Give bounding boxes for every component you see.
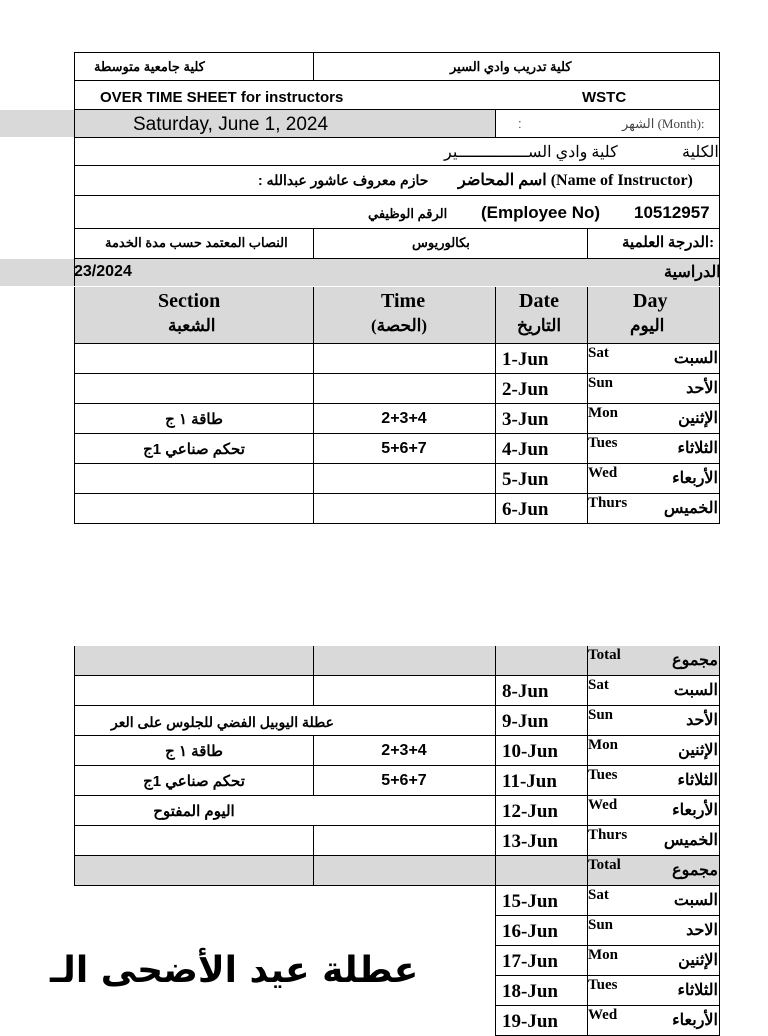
row-line xyxy=(74,825,720,826)
col-line xyxy=(74,856,75,886)
col-line xyxy=(74,766,75,796)
col-line xyxy=(74,796,75,826)
col-line xyxy=(74,404,75,434)
row-line xyxy=(74,735,720,736)
day-en-cell: Sat xyxy=(588,887,609,903)
col-line xyxy=(719,886,720,916)
date-cell: 10-Jun xyxy=(502,741,558,762)
row-line xyxy=(74,523,720,524)
col-line xyxy=(74,434,75,464)
day-ar-cell: الثلاثاء xyxy=(677,772,718,789)
day-en-cell: Tues xyxy=(588,977,618,993)
sheet-title: OVER TIME SHEET for instructors xyxy=(100,89,344,106)
col-line xyxy=(719,946,720,976)
day-en-cell: Wed xyxy=(588,465,618,481)
day-ar-cell: الأحد xyxy=(686,380,718,397)
row-line xyxy=(74,433,720,434)
col-line xyxy=(313,646,314,676)
date-cell: 11-Jun xyxy=(502,771,557,792)
col-line xyxy=(495,344,496,374)
col-line xyxy=(719,826,720,856)
day-heading: Day xyxy=(633,290,668,312)
employee-number: 10512957 xyxy=(634,203,710,222)
date-cell: 6-Jun xyxy=(502,499,549,520)
day-ar-cell: الإثنين xyxy=(678,742,718,759)
day-en-cell: Thurs xyxy=(588,827,628,843)
col-line xyxy=(313,374,314,404)
col-line xyxy=(719,404,720,434)
day-ar-cell: الأربعاء xyxy=(672,802,718,819)
day-ar-cell: مجموع xyxy=(672,862,718,879)
day-ar-cell: الخميس xyxy=(663,500,718,517)
day-ar-cell: الإثنين xyxy=(678,410,718,427)
day-ar-cell: الخميس xyxy=(663,832,718,849)
col-line xyxy=(74,826,75,856)
college-label: الكلية xyxy=(682,144,719,161)
col-line xyxy=(719,736,720,766)
col-line xyxy=(74,344,75,374)
day-ar-cell: الإثنين xyxy=(678,952,718,969)
degree-label: الدرجة العلمية: xyxy=(622,235,715,251)
col-line xyxy=(719,646,720,676)
quota-label: النصاب المعتمد حسب مدة الخدمة xyxy=(105,235,288,250)
col-line xyxy=(495,916,496,946)
row-line xyxy=(74,373,720,374)
date-cell: 5-Jun xyxy=(502,469,549,490)
section-cell: طاقة ١ ج xyxy=(165,743,223,760)
date-heading: Date xyxy=(519,290,559,312)
col-line xyxy=(495,374,496,404)
col-line xyxy=(495,766,496,796)
col-line xyxy=(74,736,75,766)
col-line xyxy=(313,464,314,494)
college-name-top: كلية تدريب وادي السير xyxy=(450,59,572,74)
col-line xyxy=(313,404,314,434)
day-en-cell: Mon xyxy=(588,947,618,963)
col-line xyxy=(313,736,314,766)
row-line xyxy=(74,765,720,766)
col-line xyxy=(495,976,496,1006)
row-line xyxy=(74,675,720,676)
instructor-name: : حازم معروف عاشور عبدالله xyxy=(258,172,429,188)
day-ar-cell: الأربعاء xyxy=(672,470,718,487)
section-heading: Section xyxy=(158,290,221,312)
college-code: WSTC xyxy=(582,89,627,106)
col-line xyxy=(495,946,496,976)
day-ar-cell: الثلاثاء xyxy=(677,982,718,999)
date-display: Saturday, June 1, 2024 xyxy=(133,114,329,135)
col-line xyxy=(495,494,496,524)
day-ar-cell: الاحد xyxy=(686,922,718,939)
col-line xyxy=(719,1006,720,1036)
day-en-cell: Wed xyxy=(588,1007,618,1023)
total-row-fill xyxy=(74,856,719,886)
col-line xyxy=(719,434,720,464)
day-en-cell: Tues xyxy=(588,767,618,783)
employee-label: (Employee No) xyxy=(481,203,601,222)
total-row-fill xyxy=(74,646,719,676)
month-colon: : xyxy=(518,116,522,131)
col-line xyxy=(74,464,75,494)
row-line xyxy=(495,915,720,916)
col-line xyxy=(719,796,720,826)
col-line xyxy=(313,856,314,886)
day-en-cell: Sat xyxy=(588,345,609,361)
row-line xyxy=(74,463,720,464)
col-line xyxy=(495,736,496,766)
date-cell: 3-Jun xyxy=(502,409,549,430)
row-line xyxy=(74,493,720,494)
col-line xyxy=(74,494,75,524)
col-line xyxy=(719,976,720,1006)
day-en-cell: Mon xyxy=(588,405,618,421)
day-en-cell: Sun xyxy=(588,917,614,933)
section-cell: اليوم المفتوح xyxy=(153,803,235,820)
day-en-cell: Sat xyxy=(588,677,609,693)
col-line xyxy=(495,464,496,494)
col-line xyxy=(495,856,496,886)
section-cell: تحكم صناعي 1ج xyxy=(143,441,245,458)
col-line xyxy=(313,494,314,524)
col-line xyxy=(495,706,496,736)
time-cell: 2+3+4 xyxy=(381,410,427,427)
col-line xyxy=(719,706,720,736)
col-line xyxy=(495,646,496,676)
col-line xyxy=(495,434,496,464)
col-line xyxy=(313,434,314,464)
date-cell: 12-Jun xyxy=(502,801,558,822)
col-line xyxy=(719,464,720,494)
instructor-label: اسم المحاضر (Name of Instructor) xyxy=(458,172,693,189)
day-en-cell: Sun xyxy=(588,707,614,723)
time-heading-ar: (الحصة) xyxy=(371,316,428,335)
col-line xyxy=(495,404,496,434)
row-line xyxy=(495,945,720,946)
date-cell: 19-Jun xyxy=(502,1011,558,1032)
day-ar-cell: السبت xyxy=(673,892,718,909)
col-line xyxy=(313,676,314,706)
row-line xyxy=(74,705,720,706)
col-line xyxy=(719,374,720,404)
day-en-cell: Total xyxy=(588,647,621,663)
day-en-cell: Total xyxy=(588,857,621,873)
date-cell: 15-Jun xyxy=(502,891,558,912)
day-ar-cell: الأربعاء xyxy=(672,1012,718,1029)
day-ar-cell: الثلاثاء xyxy=(677,440,718,457)
day-ar-cell: السبت xyxy=(673,682,718,699)
col-line xyxy=(313,826,314,856)
date-cell: 1-Jun xyxy=(502,349,549,370)
college-value: كلية وادي الســـــــــــــــير xyxy=(444,144,618,161)
date-cell: 17-Jun xyxy=(502,951,558,972)
day-ar-cell: الأحد xyxy=(686,712,718,729)
degree-value: بكالوريوس xyxy=(412,235,470,250)
row-line xyxy=(74,885,720,886)
col-line xyxy=(74,676,75,706)
employee-label-ar: الرقم الوظيفي xyxy=(368,206,448,221)
row-line xyxy=(74,403,720,404)
day-en-cell: Sun xyxy=(588,375,614,391)
date-cell: 2-Jun xyxy=(502,379,549,400)
col-line xyxy=(719,494,720,524)
date-cell: 13-Jun xyxy=(502,831,558,852)
time-heading: Time xyxy=(381,290,426,312)
row-line xyxy=(495,975,720,976)
row-line xyxy=(495,1005,720,1006)
month-label: الشهر (Month): xyxy=(622,116,705,131)
date-cell: 8-Jun xyxy=(502,681,549,702)
date-cell: 18-Jun xyxy=(502,981,558,1002)
col-line xyxy=(495,886,496,916)
col-line xyxy=(495,826,496,856)
day-en-cell: Wed xyxy=(588,797,618,813)
day-en-cell: Thurs xyxy=(588,495,628,511)
col-line xyxy=(495,796,496,826)
year-label: الدراسية xyxy=(664,264,721,281)
col-line xyxy=(313,344,314,374)
day-ar-cell: السبت xyxy=(673,350,718,367)
col-line xyxy=(719,676,720,706)
col-line xyxy=(719,344,720,374)
eid-holiday-note: عطلة عيد الأضحى الـ xyxy=(50,950,419,991)
section-cell: طاقة ١ ج xyxy=(165,411,223,428)
col-line xyxy=(313,766,314,796)
col-line xyxy=(719,856,720,886)
time-cell: 5+6+7 xyxy=(381,772,427,789)
community-college-label: كلية جامعية متوسطة xyxy=(94,59,205,74)
row-line xyxy=(74,795,720,796)
time-cell: 2+3+4 xyxy=(381,742,427,759)
date-cell: 9-Jun xyxy=(502,711,549,732)
date-cell: 4-Jun xyxy=(502,439,549,460)
day-en-cell: Tues xyxy=(588,435,618,451)
col-line xyxy=(719,766,720,796)
date-cell: 16-Jun xyxy=(502,921,558,942)
col-line xyxy=(495,676,496,706)
day-heading-ar: اليوم xyxy=(630,316,665,335)
time-cell: 5+6+7 xyxy=(381,440,427,457)
section-cell: تحكم صناعي 1ج xyxy=(143,773,245,790)
col-line xyxy=(495,1006,496,1036)
day-ar-cell: مجموع xyxy=(672,652,718,669)
col-line xyxy=(74,646,75,676)
academic-year: 23/2024 xyxy=(74,263,132,280)
holiday-note: عطلة اليوبيل الفضي للجلوس على العر xyxy=(111,714,334,730)
date-heading-ar: التاريخ xyxy=(517,316,562,335)
day-en-cell: Mon xyxy=(588,737,618,753)
col-line xyxy=(719,916,720,946)
section-heading-ar: الشعبة xyxy=(168,316,216,335)
col-line xyxy=(74,374,75,404)
